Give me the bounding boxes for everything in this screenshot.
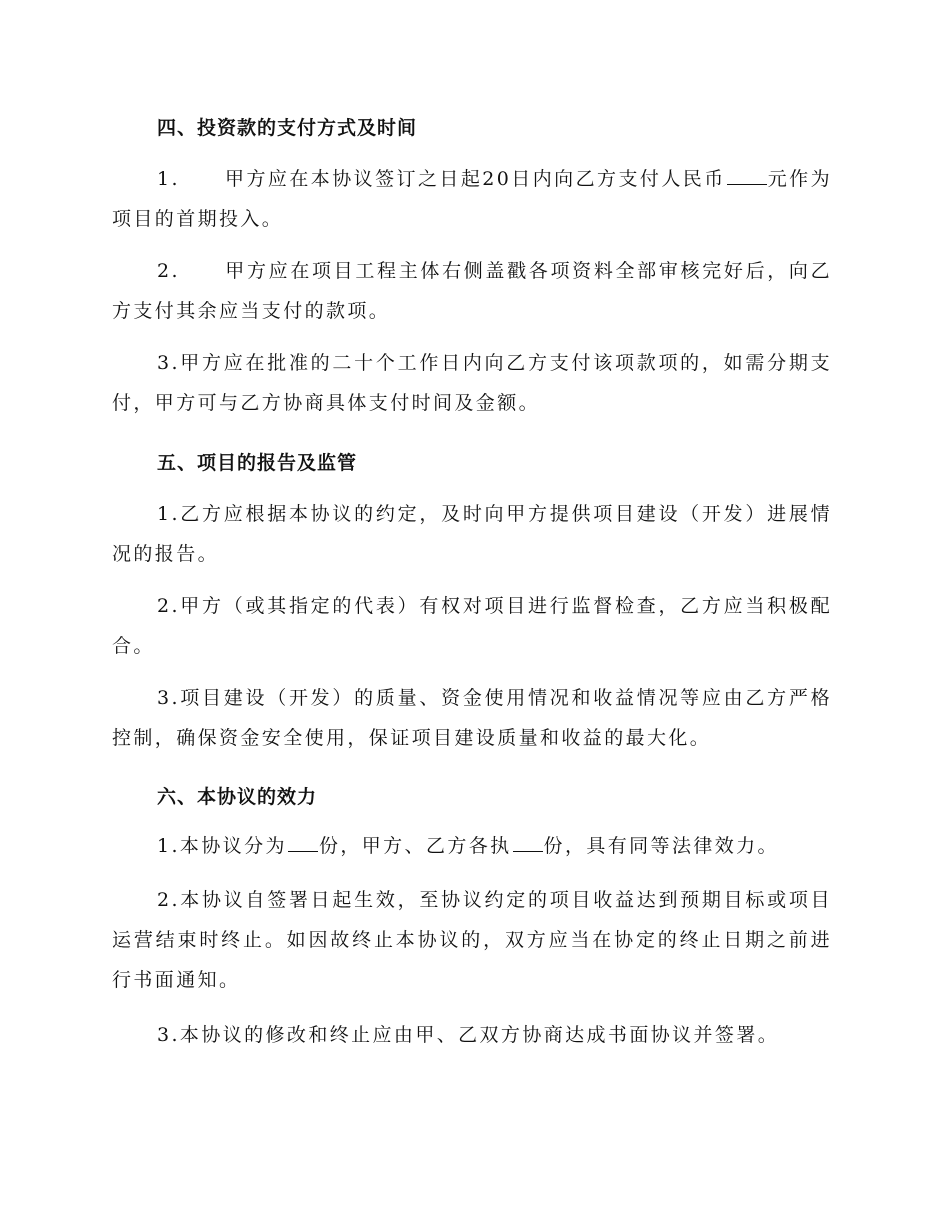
clause-number: 2.: [157, 260, 180, 282]
section-4-heading: 四、投资款的支付方式及时间: [157, 117, 418, 139]
section-6-clause-3: 3.本协议的修改和终止应由甲、乙双方协商达成书面协议并签署。: [157, 1024, 780, 1046]
clause-text-part: 份，具有同等法律效力。: [543, 835, 779, 857]
section-4-clause-3: 3.甲方应在批准的二十个工作日内向乙方支付该项款项的，如需分期支付，甲方可与乙方协商具体支付时间及金额。: [112, 352, 832, 414]
clause-text-part: 1.本协议分为: [157, 835, 287, 857]
section-6-clause-1: [112, 826, 832, 866]
section-4-clause-1: [112, 159, 832, 239]
copies-blank-line: [288, 850, 318, 852]
clause-text: 甲方应在项目工程主体右侧盖戳各项资料全部审核完好后，向乙方支付其余应当支付的款项。: [112, 260, 832, 322]
section-5-clause-3: 3.项目建设（开发）的质量、资金使用情况和收益情况等应由乙方严格控制，确保资金安全使用，保证项目建设质量和收益的最大化。: [112, 687, 832, 749]
clause-number: 1.: [157, 168, 180, 190]
section-4-clause-2: [112, 251, 832, 331]
copies-each-blank-line: [513, 850, 543, 852]
clause-text-part: 份，甲方、乙方各执: [318, 835, 512, 857]
amount-blank-line: [727, 183, 767, 185]
section-5-clause-1: 1.乙方应根据本协议的约定，及时向甲方提供项目建设（开发）进展情况的报告。: [112, 503, 832, 565]
section-5-heading: 五、项目的报告及监管: [157, 452, 358, 474]
clause-text-part: 元作为项目的首期投入。: [112, 168, 833, 230]
clause-text-part: 甲方应在本协议签订之日起20日内向乙方支付人民币: [225, 168, 726, 190]
section-6-heading: 六、本协议的效力: [157, 786, 318, 808]
section-5-clause-2: 2.甲方（或其指定的代表）有权对项目进行监督检查，乙方应当积极配合。: [112, 595, 832, 657]
section-6-clause-2: 2.本协议自签署日起生效，至协议约定的项目收益达到预期目标或项目运营结束时终止。如因故终止本协议的，双方应当在协定的终止日期之前进行书面通知。: [112, 889, 832, 991]
